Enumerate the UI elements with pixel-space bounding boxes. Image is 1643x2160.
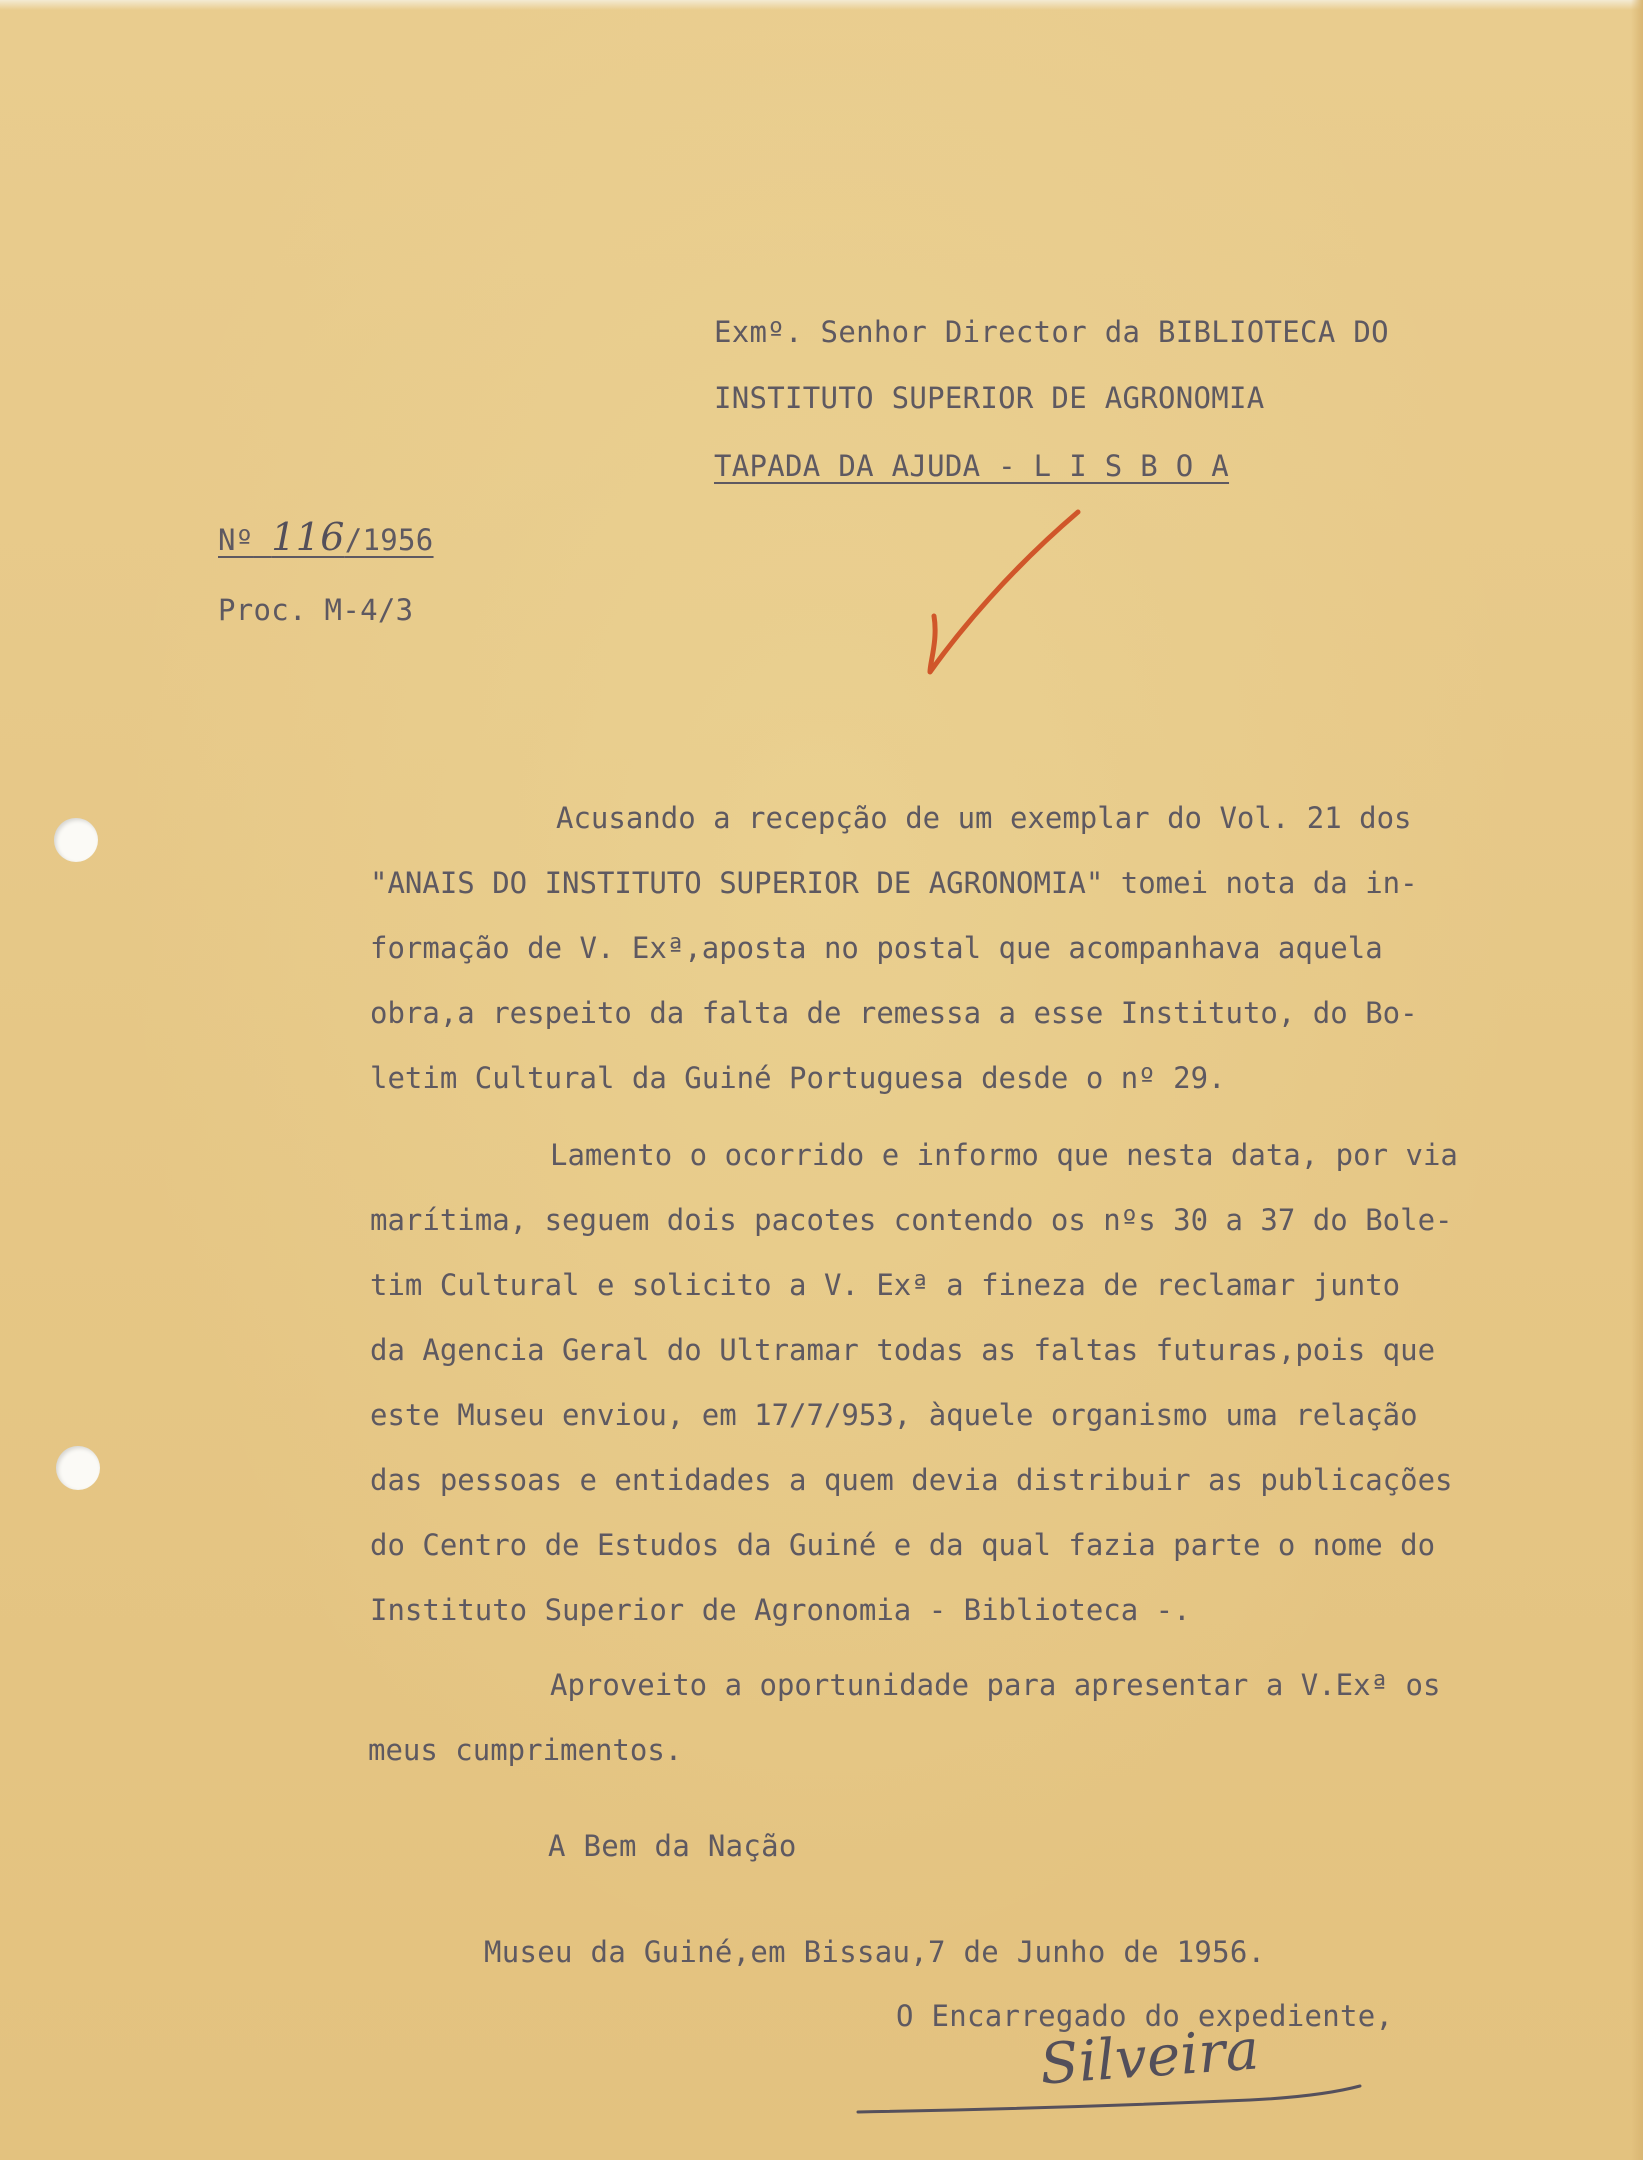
reference-number-year: /1956 xyxy=(344,523,434,557)
body-line: meus cumprimentos. xyxy=(368,1733,683,1767)
signatory-role: O Encarregado do expediente, xyxy=(896,1999,1394,2033)
paper-top-edge xyxy=(0,0,1643,10)
body-line: Lamento o ocorrido e informo que nesta data, por via xyxy=(550,1138,1458,1172)
reference-number-handwritten: 116 xyxy=(271,515,345,559)
body-line: Acusando a recepção de um exemplar do Vol. 21 dos xyxy=(556,801,1412,835)
body-line: "ANAIS DO INSTITUTO SUPERIOR DE AGRONOMIA" tomei nota da in- xyxy=(370,866,1418,900)
body-line: letim Cultural da Guiné Portuguesa desde o nº 29. xyxy=(370,1061,1226,1095)
salutation: A Bem da Nação xyxy=(548,1829,797,1863)
body-line: das pessoas e entidades a quem devia distribuir as publicações xyxy=(370,1463,1453,1497)
signature: Silveira xyxy=(1037,2017,1262,2098)
process-number: Proc. M-4/3 xyxy=(218,593,414,627)
punch-hole-bottom xyxy=(56,1446,100,1490)
body-line: tim Cultural e solicito a V. Exª a fineza de reclamar junto xyxy=(370,1268,1401,1302)
recipient-line-3: TAPADA DA AJUDA - L I S B O A xyxy=(714,449,1230,483)
body-line: Instituto Superior de Agronomia - Biblioteca -. xyxy=(370,1593,1191,1627)
body-line: este Museu enviou, em 17/7/953, àquele organismo uma relação xyxy=(370,1398,1418,1432)
body-line: da Agencia Geral do Ultramar todas as faltas futuras,pois que xyxy=(370,1333,1436,1367)
check-mark-icon xyxy=(900,500,1100,690)
paragraph-3 xyxy=(368,1668,1440,1798)
reference-number xyxy=(218,515,434,559)
reference-number-label: Nº xyxy=(218,523,254,557)
place-and-date: Museu da Guiné,em Bissau,7 de Junho de 1956. xyxy=(484,1935,1266,1969)
recipient-line-2: INSTITUTO SUPERIOR DE AGRONOMIA xyxy=(714,381,1265,415)
paper-right-edge xyxy=(1631,0,1643,2160)
recipient-line-1: Exmº. Senhor Director da BIBLIOTECA DO xyxy=(714,315,1389,349)
body-line: obra,a respeito da falta de remessa a esse Instituto, do Bo- xyxy=(370,996,1418,1030)
body-line: marítima, seguem dois pacotes contendo os nºs 30 a 37 do Bole- xyxy=(370,1203,1453,1237)
body-line: formação de V. Exª,aposta no postal que acompanhava aquela xyxy=(370,931,1383,965)
paragraph-2 xyxy=(370,1138,1458,1658)
paragraph-1 xyxy=(370,801,1418,1126)
body-line: do Centro de Estudos da Guiné e da qual fazia parte o nome do xyxy=(370,1528,1436,1562)
body-line: Aproveito a oportunidade para apresentar a V.Exª os xyxy=(550,1668,1441,1702)
punch-hole-top xyxy=(54,818,98,862)
signature-underline xyxy=(850,2040,1370,2130)
